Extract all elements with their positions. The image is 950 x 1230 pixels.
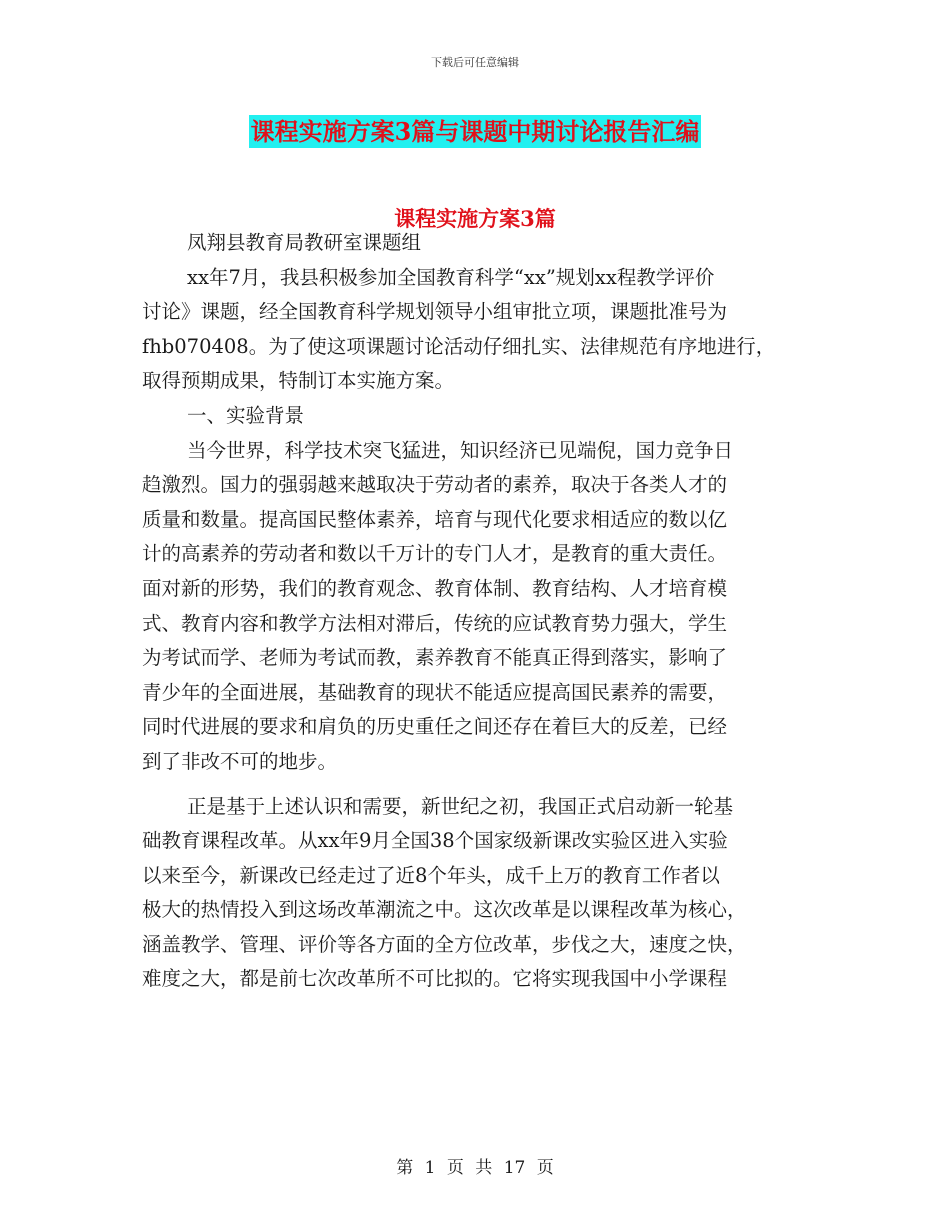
document-title-text: 课程实施方案3篇与课题中期讨论报告汇编	[250, 117, 700, 146]
section-title: 课程实施方案3篇	[394, 206, 556, 231]
paragraph-2-line: 青少年的全面进展，基础教育的现状不能适应提高国民素养的需要，	[142, 680, 728, 704]
paragraph-2-line: 到了非改不可的地步。	[142, 749, 338, 773]
paragraph-3-line: 以来至今，新课改已经走过了近8个年头，成千上万的教育工作者以	[142, 863, 720, 887]
paragraph-3-line: 难度之大，都是前七次改革所不可比拟的。它将实现我国中小学课程	[142, 967, 728, 991]
page-number: 第 1 页 共 17 页	[396, 1158, 554, 1178]
paragraph-2-line: 为考试而学、老师为考试而教，素养教育不能真正得到落实，影响了	[142, 646, 728, 670]
paragraph-2-line: 同时代进展的要求和肩负的历史重任之间还存在着巨大的反差，已经	[142, 715, 728, 739]
paragraph-3-line: 涵盖教学、管理、评价等各方面的全方位改革，步伐之大，速度之快，	[142, 932, 747, 956]
paragraph-1-line: 取得预期成果，特制订本实施方案。	[142, 369, 455, 393]
paragraph-1-line: xx年7月，我县积极参加全国教育科学“xx”规划xx程教学评价	[187, 265, 715, 289]
paragraph-2-line: 计的高素养的劳动者和数以千万计的专门人才，是教育的重大责任。	[142, 542, 728, 566]
section-heading: 一、实验背景	[187, 403, 305, 427]
paragraph-2-line: 式、教育内容和教学方法相对滞后，传统的应试教育势力强大，学生	[142, 611, 728, 635]
paragraph-3-line: 础教育课程改革。从xx年9月全国38个国家级新课改实验区进入实验	[142, 829, 728, 853]
paragraph-1-line: fhb070408。为了使这项课题讨论活动仔细扎实、法律规范有序地进行，	[142, 334, 776, 358]
paragraph-3-line: 正是基于上述认识和需要，新世纪之初，我国正式启动新一轮基	[187, 794, 734, 818]
paragraph-2-line: 质量和数量。提高国民整体素养，培育与现代化要求相适应的数以亿	[142, 507, 728, 531]
paragraph-2-line: 当今世界，科学技术突飞猛进，知识经济已见端倪，国力竞争日	[187, 438, 734, 462]
document-body	[142, 226, 814, 997]
paragraph-1-line: 讨论》课题，经全国教育科学规划领导小组审批立项，课题批准号为	[142, 300, 728, 324]
header-note: 下载后可任意编辑	[431, 56, 519, 69]
document-title	[0, 112, 950, 147]
paragraph-3-line: 极大的热情投入到这场改革潮流之中。这次改革是以课程改革为核心，	[142, 898, 747, 922]
paragraph-gap	[142, 780, 814, 790]
paragraph-2-line: 面对新的形势，我们的教育观念、教育体制、教育结构、人才培育模	[142, 576, 728, 600]
author-line: 凤翔县教育局教研室课题组	[187, 231, 422, 254]
paragraph-2-line: 趋激烈。国力的强弱越来越取决于劳动者的素养，取决于各类人才的	[142, 473, 728, 497]
